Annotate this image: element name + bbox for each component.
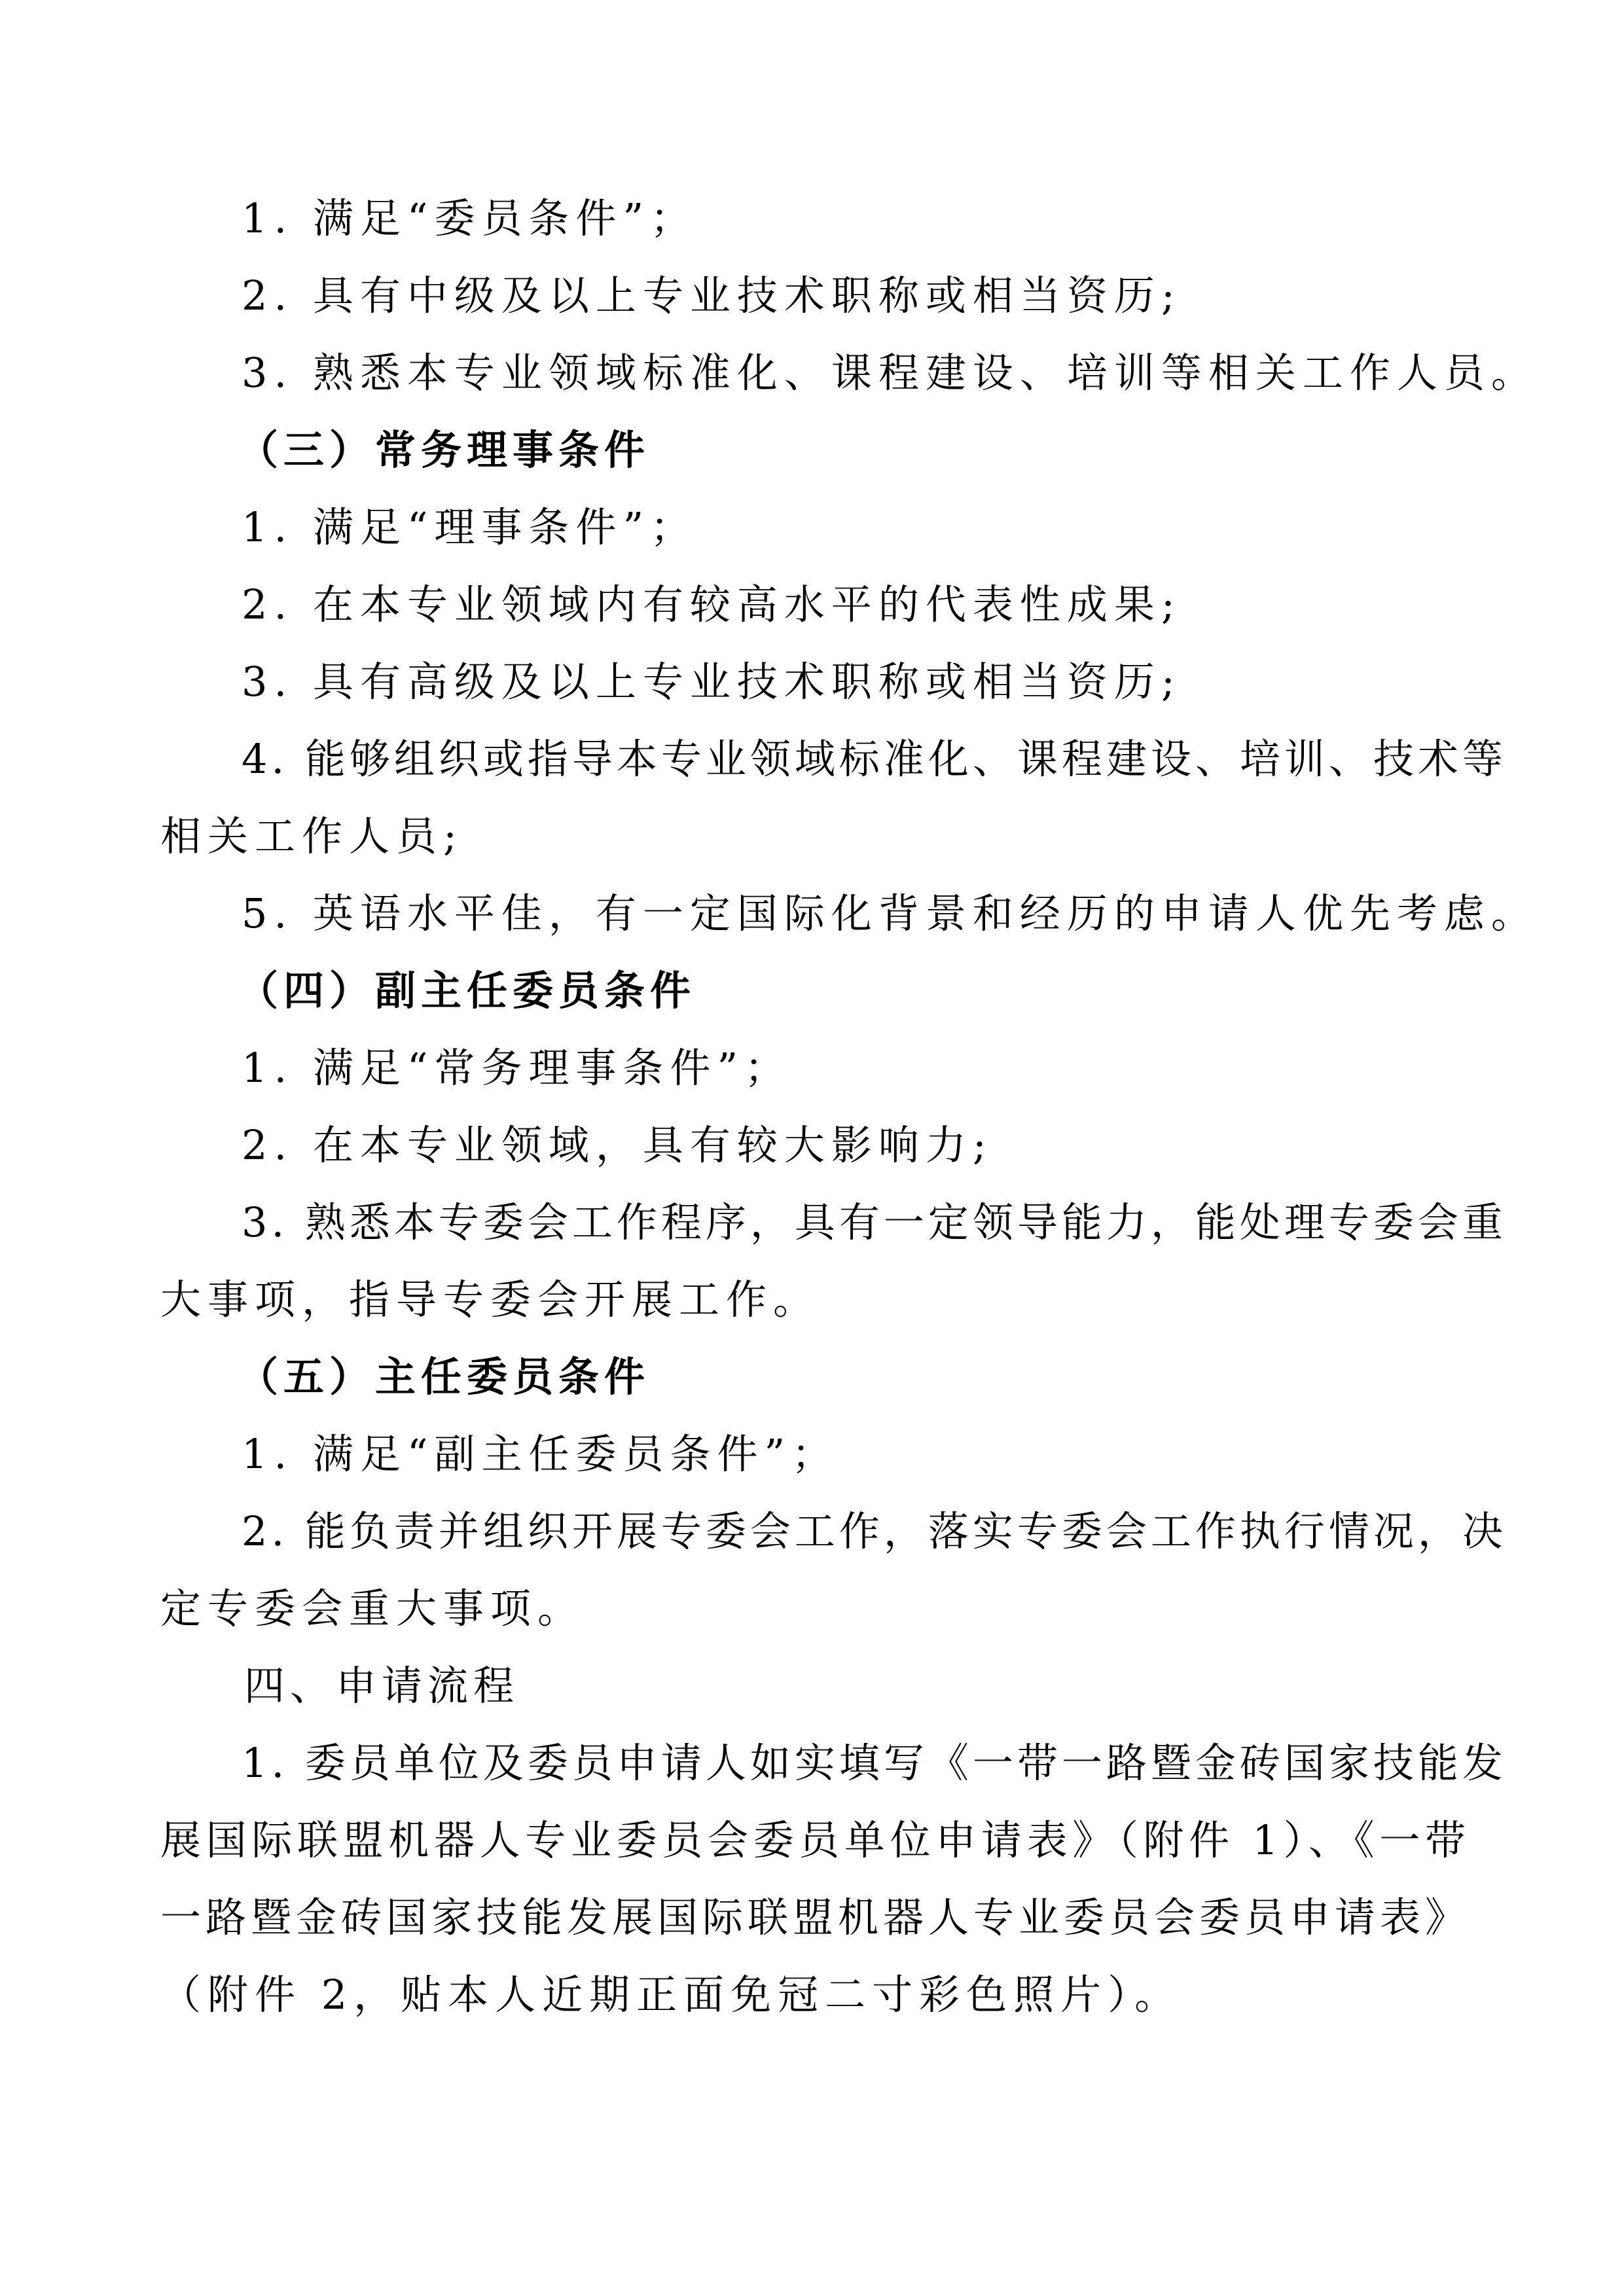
- member-condition-item-1: 1. 满足“委员条件”；: [242, 194, 698, 242]
- standing-director-item-3: 3. 具有高级及以上专业技术职称或相当资历;: [242, 658, 1182, 706]
- application-step-1: 1. 委员单位及委员申请人如实填写《一带一路暨金砖国家技能发: [242, 1739, 1507, 1787]
- vice-chair-item-3: 3. 熟悉本专委会工作程序，具有一定领导能力，能处理专委会重: [242, 1198, 1507, 1246]
- standing-director-item-4-continued: 相关工作人员;: [160, 812, 463, 860]
- application-step-1-line-4: （附件 2，贴本人近期正面免冠二寸彩色照片）。: [160, 1971, 1182, 2018]
- section-title-application-process: 四、申请流程: [244, 1662, 520, 1710]
- chair-item-2: 2. 能负责并组织开展专委会工作，落实专委会工作执行情况，决: [242, 1507, 1507, 1555]
- standing-director-item-5: 5. 英语水平佳，有一定国际化背景和经历的申请人优先考虑。: [242, 889, 1538, 937]
- heading-standing-director-conditions: （三）常务理事条件: [238, 426, 651, 474]
- member-condition-item-3: 3. 熟悉本专业领域标准化、课程建设、培训等相关工作人员。: [242, 349, 1538, 397]
- vice-chair-item-1: 1. 满足“常务理事条件”；: [242, 1044, 792, 1092]
- application-step-1-line-3: 一路暨金砖国家技能发展国际联盟机器人专业委员会委员申请表》: [160, 1893, 1470, 1941]
- vice-chair-item-3-continued: 大事项，指导专委会开展工作。: [160, 1276, 821, 1323]
- application-step-1-line-2: 展国际联盟机器人专业委员会委员单位申请表》（附件 1）、《一带: [160, 1816, 1470, 1864]
- heading-vice-chair-conditions: （四）副主任委员条件: [238, 967, 696, 1014]
- standing-director-item-1: 1. 满足“理事条件”；: [242, 503, 698, 551]
- vice-chair-item-2: 2. 在本专业领域，具有较大影响力;: [242, 1121, 993, 1169]
- standing-director-item-2: 2. 在本专业领域内有较高水平的代表性成果;: [242, 581, 1182, 628]
- chair-item-2-continued: 定专委会重大事项。: [160, 1585, 585, 1632]
- member-condition-item-2: 2. 具有中级及以上专业技术职称或相当资历;: [242, 272, 1182, 319]
- heading-chair-conditions: （五）主任委员条件: [238, 1353, 651, 1401]
- document-body: [160, 180, 1538, 2034]
- standing-director-item-4: 4. 能够组织或指导本专业领域标准化、课程建设、培训、技术等: [242, 735, 1507, 783]
- chair-item-1: 1. 满足“副主任委员条件”；: [242, 1430, 839, 1478]
